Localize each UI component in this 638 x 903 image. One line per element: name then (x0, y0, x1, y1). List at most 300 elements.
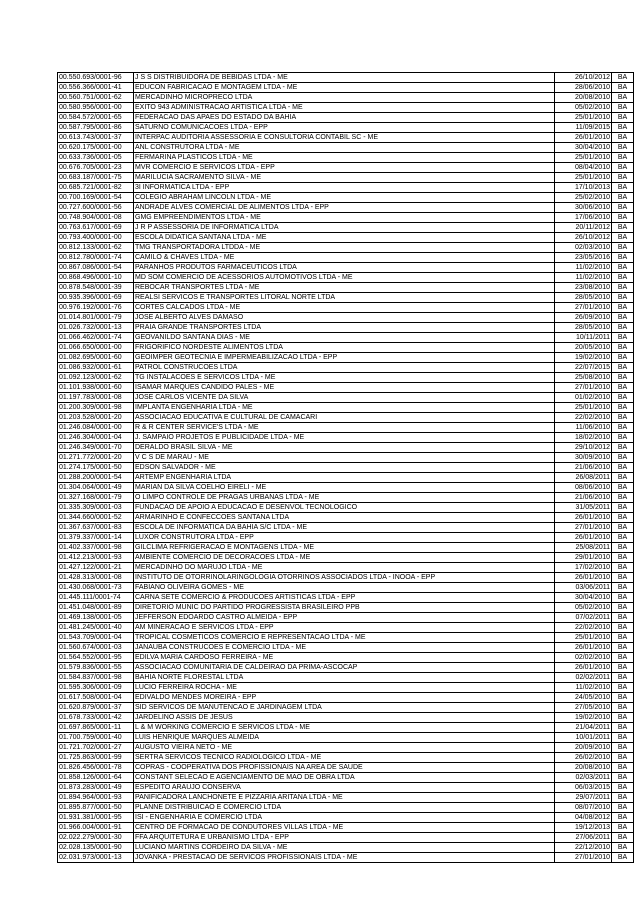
cnpj-cell: 01.082.695/0001-60 (58, 353, 134, 363)
state-cell: BA (612, 313, 634, 323)
cnpj-cell: 01.086.932/0001-61 (58, 363, 134, 373)
cnpj-cell: 01.451.048/0001-89 (58, 603, 134, 613)
date-cell: 17/10/2013 (555, 183, 612, 193)
state-cell: BA (612, 403, 634, 413)
state-cell: BA (612, 553, 634, 563)
company-name-cell: JOSE ALBERTO ALVES DAMASO (134, 313, 555, 323)
company-name-cell: IMPLANTA ENGENHARIA LTDA - ME (134, 403, 555, 413)
cnpj-cell: 00.556.366/0001-41 (58, 83, 134, 93)
cnpj-cell: 00.683.187/0001-75 (58, 173, 134, 183)
company-name-cell: J. SAMPAIO PROJETOS E PUBLICIDADE LTDA - ME (134, 433, 555, 443)
state-cell: BA (612, 623, 634, 633)
state-cell: BA (612, 193, 634, 203)
date-cell: 25/01/2010 (555, 633, 612, 643)
table-row (58, 373, 634, 383)
table-row (58, 83, 634, 93)
date-cell: 27/06/2011 (555, 833, 612, 843)
state-cell: BA (612, 673, 634, 683)
cnpj-cell: 01.430.068/0001-73 (58, 583, 134, 593)
date-cell: 26/10/2012 (555, 73, 612, 83)
table-row (58, 173, 634, 183)
cnpj-cell: 01.560.674/0001-03 (58, 643, 134, 653)
state-cell: BA (612, 483, 634, 493)
cnpj-cell: 01.584.837/0001-98 (58, 673, 134, 683)
date-cell: 30/04/2010 (555, 593, 612, 603)
company-name-cell: O LIMPO CONTROLE DE PRAGAS URBANAS LTDA - ME (134, 493, 555, 503)
company-name-cell: TG INSTALACOES E SERVICOS LTDA - ME (134, 373, 555, 383)
cnpj-cell: 00.935.396/0001-69 (58, 293, 134, 303)
state-cell: BA (612, 363, 634, 373)
table-row (58, 193, 634, 203)
table-row (58, 473, 634, 483)
table-row (58, 103, 634, 113)
company-name-cell: L & M WORKING COMERCIO E SERVICOS LTDA - ME (134, 723, 555, 733)
company-name-cell: FABIANO OLIVEIRA GOMES - ME (134, 583, 555, 593)
date-cell: 08/06/2010 (555, 483, 612, 493)
state-cell: BA (612, 73, 634, 83)
cnpj-cell: 00.560.751/0001-62 (58, 93, 134, 103)
date-cell: 20/09/2010 (555, 743, 612, 753)
table-row (58, 573, 634, 583)
table-row (58, 763, 634, 773)
date-cell: 11/06/2010 (555, 423, 612, 433)
state-cell: BA (612, 643, 634, 653)
company-name-cell: COPRAS - COOPERATIVA DOS PROFISSIONAIS NA AREA DE SAUDE (134, 763, 555, 773)
state-cell: BA (612, 83, 634, 93)
company-name-cell: PANIFICADORA LANCHONETE E PIZZARIA ARITANA LTDA - ME (134, 793, 555, 803)
cnpj-cell: 00.793.400/0001-00 (58, 233, 134, 243)
cnpj-cell: 01.427.122/0001-21 (58, 563, 134, 573)
date-cell: 22/12/2010 (555, 843, 612, 853)
cnpj-cell: 01.894.964/0001-93 (58, 793, 134, 803)
date-cell: 26/01/2010 (555, 643, 612, 653)
state-cell: BA (612, 413, 634, 423)
company-name-cell: LUCIANO MARTINS CORDEIRO DA SILVA - ME (134, 843, 555, 853)
company-name-cell: PRAIA GRANDE TRANSPORTES LTDA (134, 323, 555, 333)
cnpj-cell: 00.633.736/0001-05 (58, 153, 134, 163)
date-cell: 10/01/2011 (555, 733, 612, 743)
table-row (58, 543, 634, 553)
cnpj-cell: 01.700.759/0001-40 (58, 733, 134, 743)
company-name-cell: CORTES CALCADOS LTDA - ME (134, 303, 555, 313)
cnpj-cell: 00.812.780/0001-74 (58, 253, 134, 263)
cnpj-cell: 00.748.904/0001-08 (58, 213, 134, 223)
cnpj-cell: 01.595.306/0001-09 (58, 683, 134, 693)
state-cell: BA (612, 693, 634, 703)
company-name-cell: REALSI SERVICOS E TRANSPORTES LITORAL NORTE LTDA (134, 293, 555, 303)
company-name-cell: BAHIA NORTE FLORESTAL LTDA (134, 673, 555, 683)
cnpj-cell: 01.428.313/0001-08 (58, 573, 134, 583)
table-row (58, 703, 634, 713)
state-cell: BA (612, 473, 634, 483)
table-row (58, 163, 634, 173)
cnpj-cell: 01.543.709/0001-04 (58, 633, 134, 643)
state-cell: BA (612, 343, 634, 353)
table-row (58, 243, 634, 253)
table-row (58, 443, 634, 453)
company-name-cell: JANAUBA CONSTRUCOES E COMERCIO LTDA - ME (134, 643, 555, 653)
date-cell: 29/10/2012 (555, 443, 612, 453)
table-row (58, 263, 634, 273)
company-registry-table (57, 72, 634, 863)
company-name-cell: ANDRADE ALVES COMERCIAL DE ALIMENTOS LTDA - EPP (134, 203, 555, 213)
cnpj-cell: 01.678.733/0001-42 (58, 713, 134, 723)
company-name-cell: CAMILO & CHAVES LTDA - ME (134, 253, 555, 263)
cnpj-cell: 00.700.169/0001-54 (58, 193, 134, 203)
state-cell: BA (612, 683, 634, 693)
cnpj-cell: 01.304.064/0001-49 (58, 483, 134, 493)
date-cell: 02/03/2011 (555, 773, 612, 783)
state-cell: BA (612, 263, 634, 273)
table-row (58, 463, 634, 473)
table-row (58, 333, 634, 343)
date-cell: 22/02/2010 (555, 413, 612, 423)
date-cell: 02/02/2010 (555, 653, 612, 663)
cnpj-cell: 01.858.126/0001-64 (58, 773, 134, 783)
state-cell: BA (612, 433, 634, 443)
date-cell: 21/04/2011 (555, 723, 612, 733)
cnpj-cell: 00.550.693/0001-96 (58, 73, 134, 83)
cnpj-cell: 00.868.496/0001-10 (58, 273, 134, 283)
company-name-cell: MVR COMERCIO E SERVICOS LTDA - EPP (134, 163, 555, 173)
company-name-cell: INSTITUTO DE OTORRINOLARINGOLOGIA OTORRINOS ASSOCIADOS LTDA - INOOA - EPP (134, 573, 555, 583)
state-cell: BA (612, 813, 634, 823)
date-cell: 26/02/2010 (555, 753, 612, 763)
table-row (58, 553, 634, 563)
cnpj-cell: 02.031.973/0001-13 (58, 853, 134, 863)
table-row (58, 653, 634, 663)
company-name-cell: ARMARINHO E CONFECCOES SANTANA LTDA (134, 513, 555, 523)
company-name-cell: AMBIENTE COMERCIO DE DECORACOES LTDA - ME (134, 553, 555, 563)
table-row (58, 123, 634, 133)
date-cell: 26/01/2010 (555, 133, 612, 143)
table-row (58, 823, 634, 833)
state-cell: BA (612, 163, 634, 173)
state-cell: BA (612, 743, 634, 753)
cnpj-cell: 01.697.865/0001-11 (58, 723, 134, 733)
date-cell: 28/06/2010 (555, 83, 612, 93)
date-cell: 22/02/2010 (555, 623, 612, 633)
date-cell: 27/01/2010 (555, 853, 612, 863)
date-cell: 27/01/2010 (555, 303, 612, 313)
date-cell: 30/04/2010 (555, 143, 612, 153)
company-name-cell: FUNDACAO DE APOIO A EDUCACAO E DESENVOL TECNOLOGICO (134, 503, 555, 513)
state-cell: BA (612, 603, 634, 613)
company-name-cell: R & R CENTER SERVICE'S LTDA - ME (134, 423, 555, 433)
table-row (58, 753, 634, 763)
table-row (58, 833, 634, 843)
date-cell: 11/02/2010 (555, 273, 612, 283)
table-row (58, 93, 634, 103)
date-cell: 20/11/2012 (555, 223, 612, 233)
state-cell: BA (612, 253, 634, 263)
company-name-cell: FEDERACAO DAS APAES DO ESTADO DA BAHIA (134, 113, 555, 123)
date-cell: 27/01/2010 (555, 523, 612, 533)
cnpj-cell: 00.763.617/0001-69 (58, 223, 134, 233)
date-cell: 02/02/2011 (555, 673, 612, 683)
state-cell: BA (612, 233, 634, 243)
table-row (58, 843, 634, 853)
date-cell: 21/06/2010 (555, 493, 612, 503)
cnpj-cell: 01.445.111/0001-74 (58, 593, 134, 603)
date-cell: 23/05/2016 (555, 253, 612, 263)
cnpj-cell: 01.344.660/0001-52 (58, 513, 134, 523)
state-cell: BA (612, 203, 634, 213)
table-row (58, 663, 634, 673)
state-cell: BA (612, 103, 634, 113)
company-name-cell: JEFFERSON EDOARDO CASTRO ALMEIDA - EPP (134, 613, 555, 623)
company-name-cell: LUXOR CONSTRUTORA LTDA - EPP (134, 533, 555, 543)
cnpj-cell: 01.066.650/0001-00 (58, 343, 134, 353)
cnpj-cell: 01.271.772/0001-20 (58, 453, 134, 463)
table-body (58, 73, 634, 863)
cnpj-cell: 01.931.381/0001-95 (58, 813, 134, 823)
state-cell: BA (612, 123, 634, 133)
company-name-cell: MD SOM COMERCIO DE ACESSORIOS AUTOMOTIVOS LTDA - ME (134, 273, 555, 283)
cnpj-cell: 00.812.133/0001-62 (58, 243, 134, 253)
date-cell: 24/05/2010 (555, 693, 612, 703)
company-name-cell: EDILVA MARIA CARDOSO FERREIRA - ME (134, 653, 555, 663)
company-name-cell: AUGUSTO VIEIRA NETO - ME (134, 743, 555, 753)
cnpj-cell: 01.620.879/0001-37 (58, 703, 134, 713)
table-row (58, 113, 634, 123)
company-name-cell: MARIAN DA SILVA COELHO EIRELI - ME (134, 483, 555, 493)
cnpj-cell: 01.197.783/0001-08 (58, 393, 134, 403)
date-cell: 05/02/2010 (555, 603, 612, 613)
state-cell: BA (612, 293, 634, 303)
cnpj-cell: 01.014.801/0001-79 (58, 313, 134, 323)
state-cell: BA (612, 383, 634, 393)
company-name-cell: JOVANKA - PRESTACAO DE SERVICOS PROFISSIONAIS LTDA - ME (134, 853, 555, 863)
table-row (58, 723, 634, 733)
state-cell: BA (612, 373, 634, 383)
state-cell: BA (612, 543, 634, 553)
date-cell: 26/08/2011 (555, 473, 612, 483)
company-name-cell: FRIGORIFICO NORDESTE ALIMENTOS LTDA (134, 343, 555, 353)
cnpj-cell: 01.895.877/0001-50 (58, 803, 134, 813)
table-row (58, 403, 634, 413)
table-row (58, 393, 634, 403)
cnpj-cell: 01.200.309/0001-98 (58, 403, 134, 413)
table-row (58, 583, 634, 593)
table-row (58, 383, 634, 393)
table-row (58, 273, 634, 283)
cnpj-cell: 00.580.956/0001-00 (58, 103, 134, 113)
cnpj-cell: 01.966.004/0001-91 (58, 823, 134, 833)
date-cell: 04/08/2012 (555, 813, 612, 823)
company-name-cell: CONSTANT SELECAO E AGENCIAMENTO DE MAO DE OBRA LTDA (134, 773, 555, 783)
table-row (58, 743, 634, 753)
table-row (58, 453, 634, 463)
table-row (58, 713, 634, 723)
company-name-cell: FFA ARQUITETURA E URBANISMO LTDA - EPP (134, 833, 555, 843)
table-row (58, 413, 634, 423)
state-cell: BA (612, 823, 634, 833)
state-cell: BA (612, 733, 634, 743)
table-row (58, 303, 634, 313)
cnpj-cell: 01.327.168/0001-79 (58, 493, 134, 503)
table-row (58, 693, 634, 703)
cnpj-cell: 01.873.283/0001-49 (58, 783, 134, 793)
date-cell: 22/07/2015 (555, 363, 612, 373)
cnpj-cell: 00.867.086/0001-54 (58, 263, 134, 273)
date-cell: 11/09/2015 (555, 123, 612, 133)
company-name-cell: EXITO 943 ADMINISTRACAO ARTISTICA LTDA - ME (134, 103, 555, 113)
table-row (58, 283, 634, 293)
date-cell: 11/02/2010 (555, 683, 612, 693)
company-name-cell: TMG TRANSPORTADORA LTDDA - ME (134, 243, 555, 253)
date-cell: 07/02/2011 (555, 613, 612, 623)
company-name-cell: REBOCAR TRANSPORTES LTDA - ME (134, 283, 555, 293)
date-cell: 28/05/2010 (555, 293, 612, 303)
table-row (58, 733, 634, 743)
company-name-cell: AM MINERACAO E SERVICOS LTDA - EPP (134, 623, 555, 633)
cnpj-cell: 01.412.213/0001-93 (58, 553, 134, 563)
cnpj-cell: 01.203.528/0001-20 (58, 413, 134, 423)
company-name-cell: SERTRA SERVICOS TECNICO RADIOLOGICO LTDA - ME (134, 753, 555, 763)
state-cell: BA (612, 303, 634, 313)
table-row (58, 293, 634, 303)
date-cell: 26/01/2010 (555, 533, 612, 543)
date-cell: 23/08/2010 (555, 283, 612, 293)
state-cell: BA (612, 453, 634, 463)
table-row (58, 323, 634, 333)
date-cell: 03/06/2011 (555, 583, 612, 593)
table-row (58, 133, 634, 143)
date-cell: 02/03/2010 (555, 243, 612, 253)
company-name-cell: COLEGIO ABRAHAM LINCOLN LTDA - ME (134, 193, 555, 203)
date-cell: 29/01/2010 (555, 553, 612, 563)
cnpj-cell: 00.727.600/0001-56 (58, 203, 134, 213)
table-row (58, 253, 634, 263)
cnpj-cell: 01.469.138/0001-05 (58, 613, 134, 623)
company-name-cell: ISAMAR MARQUES CANDIDO PALES - ME (134, 383, 555, 393)
table-row (58, 513, 634, 523)
table-row (58, 353, 634, 363)
date-cell: 27/05/2010 (555, 703, 612, 713)
table-row (58, 783, 634, 793)
company-name-cell: CARNA SETE COMERCIO & PRODUCOES ARTISTICAS LTDA - EPP (134, 593, 555, 603)
state-cell: BA (612, 423, 634, 433)
date-cell: 01/02/2010 (555, 393, 612, 403)
company-name-cell: GEOVANILDO SANTANA DIAS - ME (134, 333, 555, 343)
table-row (58, 223, 634, 233)
state-cell: BA (612, 213, 634, 223)
state-cell: BA (612, 393, 634, 403)
company-name-cell: ARTEMP ENGENHARIA LTDA (134, 473, 555, 483)
date-cell: 19/12/2013 (555, 823, 612, 833)
company-name-cell: CENTRO DE FORMACAO DE CONDUTORES VILLAS LTDA - ME (134, 823, 555, 833)
cnpj-cell: 01.579.836/0001-55 (58, 663, 134, 673)
company-name-cell: J R P ASSESSORIA DE INFORMATICA LTDA (134, 223, 555, 233)
state-cell: BA (612, 783, 634, 793)
table-row (58, 643, 634, 653)
company-name-cell: MERCADINHO DO MARUJO LTDA - ME (134, 563, 555, 573)
state-cell: BA (612, 283, 634, 293)
cnpj-cell: 00.620.175/0001-00 (58, 143, 134, 153)
company-name-cell: MARILUCIA SACRAMENTO SILVA - ME (134, 173, 555, 183)
state-cell: BA (612, 633, 634, 643)
state-cell: BA (612, 503, 634, 513)
table-row (58, 503, 634, 513)
cnpj-cell: 00.878.548/0001-39 (58, 283, 134, 293)
cnpj-cell: 02.028.135/0001-90 (58, 843, 134, 853)
cnpj-cell: 01.481.245/0001-40 (58, 623, 134, 633)
table-row (58, 813, 634, 823)
state-cell: BA (612, 703, 634, 713)
date-cell: 20/08/2010 (555, 93, 612, 103)
table-row (58, 203, 634, 213)
date-cell: 25/08/2011 (555, 543, 612, 553)
company-name-cell: LUCIO FERREIRA ROCHA - ME (134, 683, 555, 693)
cnpj-cell: 01.246.304/0001-04 (58, 433, 134, 443)
table-row (58, 493, 634, 503)
table-row (58, 73, 634, 83)
company-name-cell: INTERPAC AUDITORIA ASSESSORIA E CONSULTORIA CONTABIL SC - ME (134, 133, 555, 143)
company-name-cell: GILCLIMA REFRIGERACAO E MONTAGENS LTDA - ME (134, 543, 555, 553)
date-cell: 17/02/2010 (555, 563, 612, 573)
table-row (58, 773, 634, 783)
date-cell: 25/01/2010 (555, 403, 612, 413)
date-cell: 26/01/2010 (555, 513, 612, 523)
date-cell: 19/02/2010 (555, 713, 612, 723)
date-cell: 31/05/2011 (555, 503, 612, 513)
cnpj-cell: 01.274.175/0001-50 (58, 463, 134, 473)
cnpj-cell: 01.379.337/0001-14 (58, 533, 134, 543)
table-row (58, 633, 634, 643)
date-cell: 10/11/2011 (555, 333, 612, 343)
state-cell: BA (612, 653, 634, 663)
date-cell: 25/08/2010 (555, 373, 612, 383)
cnpj-cell: 01.246.349/0001-70 (58, 443, 134, 453)
date-cell: 25/02/2010 (555, 193, 612, 203)
company-name-cell: EDIVALDO MENDES MOREIRA - EPP (134, 693, 555, 703)
company-name-cell: JARDELINO ASSIS DE JESUS (134, 713, 555, 723)
date-cell: 26/01/2010 (555, 573, 612, 583)
company-name-cell: JOSE CARLOS VICENTE DA SILVA (134, 393, 555, 403)
table-row (58, 143, 634, 153)
table-row (58, 593, 634, 603)
state-cell: BA (612, 273, 634, 283)
state-cell: BA (612, 573, 634, 583)
table-row (58, 183, 634, 193)
date-cell: 26/10/2012 (555, 233, 612, 243)
table-row (58, 533, 634, 543)
date-cell: 21/06/2010 (555, 463, 612, 473)
table-row (58, 793, 634, 803)
table-row (58, 363, 634, 373)
company-name-cell: PARANHOS PRODUTOS FARMACEUTICOS LTDA (134, 263, 555, 273)
date-cell: 05/02/2010 (555, 103, 612, 113)
state-cell: BA (612, 173, 634, 183)
company-name-cell: SID SERVICOS DE MANUTENCAO E JARDINAGEM LTDA (134, 703, 555, 713)
date-cell: 28/05/2010 (555, 323, 612, 333)
company-name-cell: PATROL CONSTRUCOES LTDA (134, 363, 555, 373)
state-cell: BA (612, 803, 634, 813)
cnpj-cell: 01.092.123/0001-62 (58, 373, 134, 383)
company-name-cell: GEOIMPER GEOTECNIA E IMPERMEABILIZACAO LTDA - EPP (134, 353, 555, 363)
cnpj-cell: 00.584.572/0001-65 (58, 113, 134, 123)
state-cell: BA (612, 183, 634, 193)
company-name-cell: PLANNE DISTRIBUICAO E COMERCIO LTDA (134, 803, 555, 813)
table-row (58, 213, 634, 223)
table-row (58, 803, 634, 813)
cnpj-cell: 01.725.863/0001-99 (58, 753, 134, 763)
date-cell: 25/01/2010 (555, 153, 612, 163)
state-cell: BA (612, 323, 634, 333)
table-row (58, 683, 634, 693)
company-name-cell: ISI - ENGENHARIA E COMERCIO LTDA (134, 813, 555, 823)
